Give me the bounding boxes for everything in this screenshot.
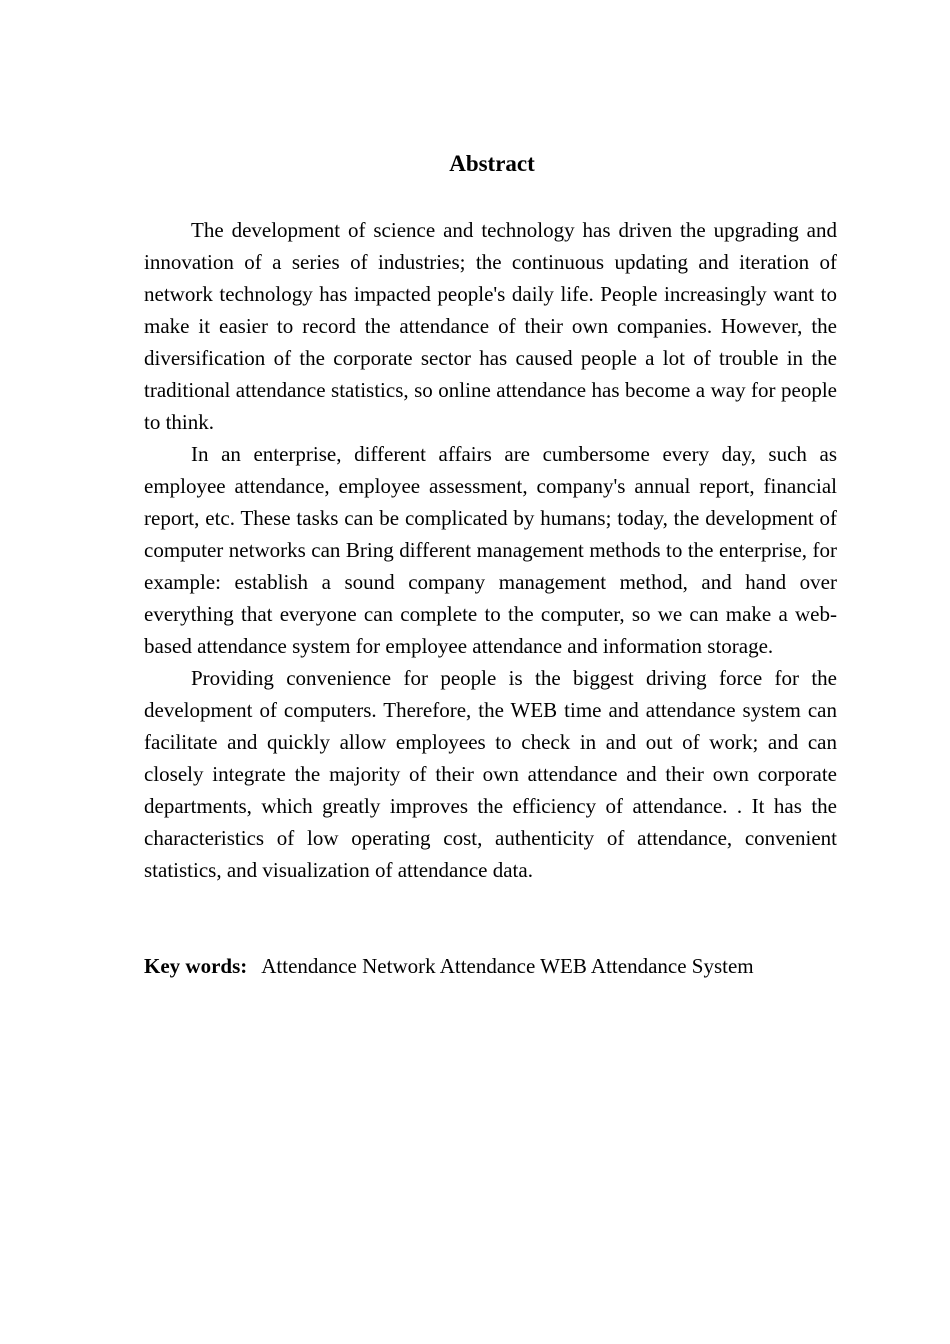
abstract-paragraph-1: The development of science and technology has driven the upgrading and innovation of a series of industries; the continuous updating and iteration of network technology has impacted people's daily life. People increasingly want to make it easier to record the attendance of their own companies. However, the diversification of the corporate sector has caused people a lot of trouble in the traditional attendance statistics, so online attendance has become a way for people to think. bbox=[144, 218, 837, 434]
abstract-body bbox=[144, 214, 837, 886]
keywords-label: Key words: bbox=[144, 954, 248, 978]
abstract-heading: Abstract bbox=[449, 151, 535, 176]
keywords-text: Attendance Network Attendance WEB Attendance System bbox=[261, 954, 754, 978]
abstract-paragraph-3: Providing convenience for people is the biggest driving force for the development of computers. Therefore, the WEB time and attendance system can facilitate and quickly allow employees to check in and out of work; and can closely integrate the majority of their own attendance and their own corporate departments, which greatly improves the efficiency of attendance. . It has the characteristics of low operating cost, authenticity of attendance, convenient statistics, and visualization of attendance data. bbox=[144, 666, 837, 882]
keywords-line bbox=[144, 950, 784, 982]
abstract-paragraph-2: In an enterprise, different affairs are cumbersome every day, such as employee attendance, employee assessment, company's annual report, financial report, etc. These tasks can be complicated by humans; today, the development of computer networks can Bring different management methods to the enterprise, for example: establish a sound company management method, and hand over everything that everyone can complete to the computer, so we can make a web-based attendance system for employee attendance and information storage. bbox=[144, 442, 837, 658]
